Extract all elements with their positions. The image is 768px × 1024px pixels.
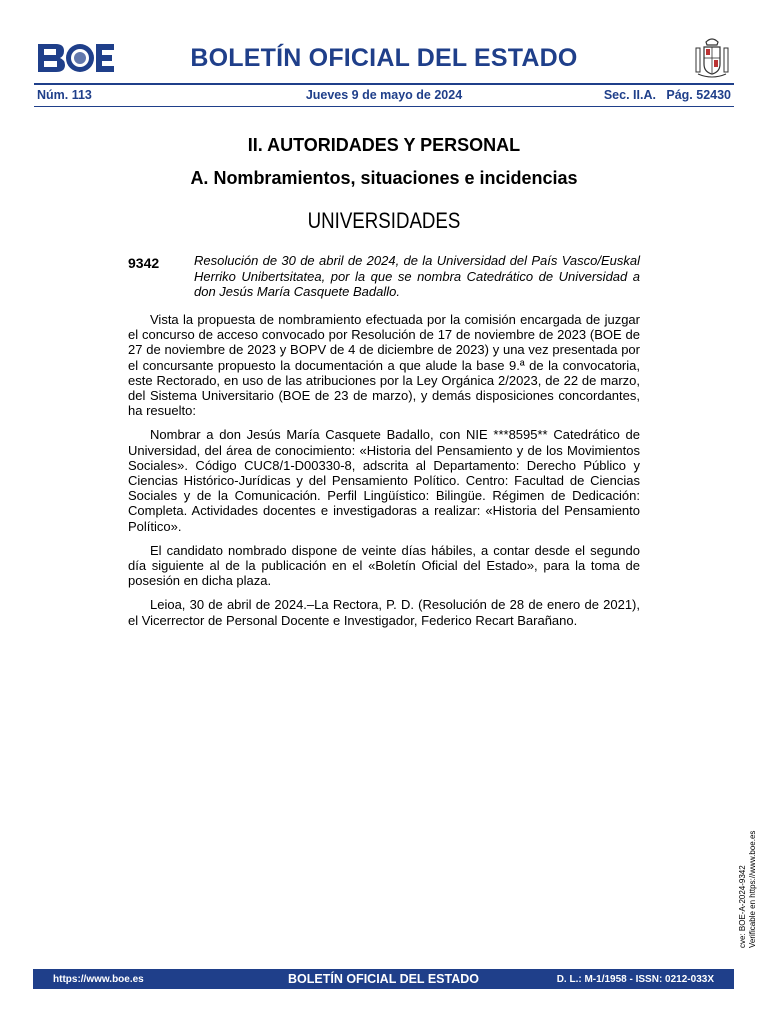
paragraph: El candidato nombrado dispone de veinte días hábiles, a contar desde el segundo día siguiente al de la publicación en el «Boletín Oficial del Estado», para la toma de posesión en dicha plaza.	[128, 542, 640, 589]
footer-url-link[interactable]: https://www.boe.es	[53, 974, 144, 985]
paragraph: Leioa, 30 de abril de 2024.–La Rectora, P. D. (Resolución de 28 de enero de 2021), el Vicerrector de Personal Docente e Investigador, Federico Recart Barañano.	[128, 597, 640, 628]
verification-note	[738, 831, 758, 948]
footer-title: BOLETÍN OFICIAL DEL ESTADO	[288, 972, 479, 986]
document-body	[128, 312, 640, 637]
boe-logo	[36, 42, 116, 74]
issue-number: Núm. 113	[37, 88, 92, 102]
entry-number: 9342	[128, 255, 160, 271]
header-rule-bottom	[34, 106, 734, 107]
verify-link[interactable]: Verificable en https://www.boe.es	[748, 830, 757, 948]
issue-meta	[37, 88, 731, 104]
section-page: Sec. II.A. Pág. 52430	[603, 88, 731, 102]
issue-date: Jueves 9 de mayo de 2024	[305, 88, 463, 102]
footer-bar	[33, 969, 734, 989]
footer-legal: D. L.: M-1/1958 - ISSN: 0212-033X	[556, 974, 714, 985]
cve-code: cve: BOE-A-2024-9342	[738, 865, 747, 948]
gazette-title: BOLETÍN OFICIAL DEL ESTADO	[190, 44, 578, 72]
paragraph: Vista la propuesta de nombramiento efectuada por la comisión encargada de juzgar el concurso de acceso convocado por Resolución de 17 de noviembre de 2023 (BOE de 27 de noviembre de 2023 y BOPV de 4 de diciembre de 2023) y una vez presentada por el concursante propuesto la documentación a que alude la base 9.ª de la convocatoria, este Rectorado, en uso de las atribuciones por la Ley Orgánica 2/2023, de 22 de marzo, del Sistema Universitario (BOE de 23 de marzo), y demás disposiciones concordantes, ha resuelto:	[128, 312, 640, 419]
coat-of-arms-icon	[690, 36, 734, 80]
paragraph: Nombrar a don Jesús María Casquete Badallo, con NIE ***8595** Catedrático de Universidad, del área de conocimiento: «Historia del Pensamiento y de los Movimientos Sociales». Código CUC8/1-D00330-8, adscrita al Departamento: Derecho Público y Ciencias Histórico-Jurídicas y del Pensamiento Político. Centro: Facultad de Ciencias Sociales y de la Comunicación. Perfil Lingüístico: Bilingüe. Régimen de Dedicación: Completa. Actividades docentes e investigadoras a realizar: «Historia del Pensamiento Político».	[128, 427, 640, 534]
subsection-heading: A. Nombramientos, situaciones e incidencias	[190, 168, 578, 188]
header-rule	[34, 83, 734, 85]
section-heading: II. AUTORIDADES Y PERSONAL	[247, 135, 521, 155]
organization-heading: UNIVERSIDADES	[307, 208, 461, 233]
resolution-title: Resolución de 30 de abril de 2024, de la Universidad del País Vasco/Euskal Herriko Unibertsitatea, por la que se nombra Catedrático de Universidad a don Jesús María Casquete Badallo.	[194, 253, 640, 299]
